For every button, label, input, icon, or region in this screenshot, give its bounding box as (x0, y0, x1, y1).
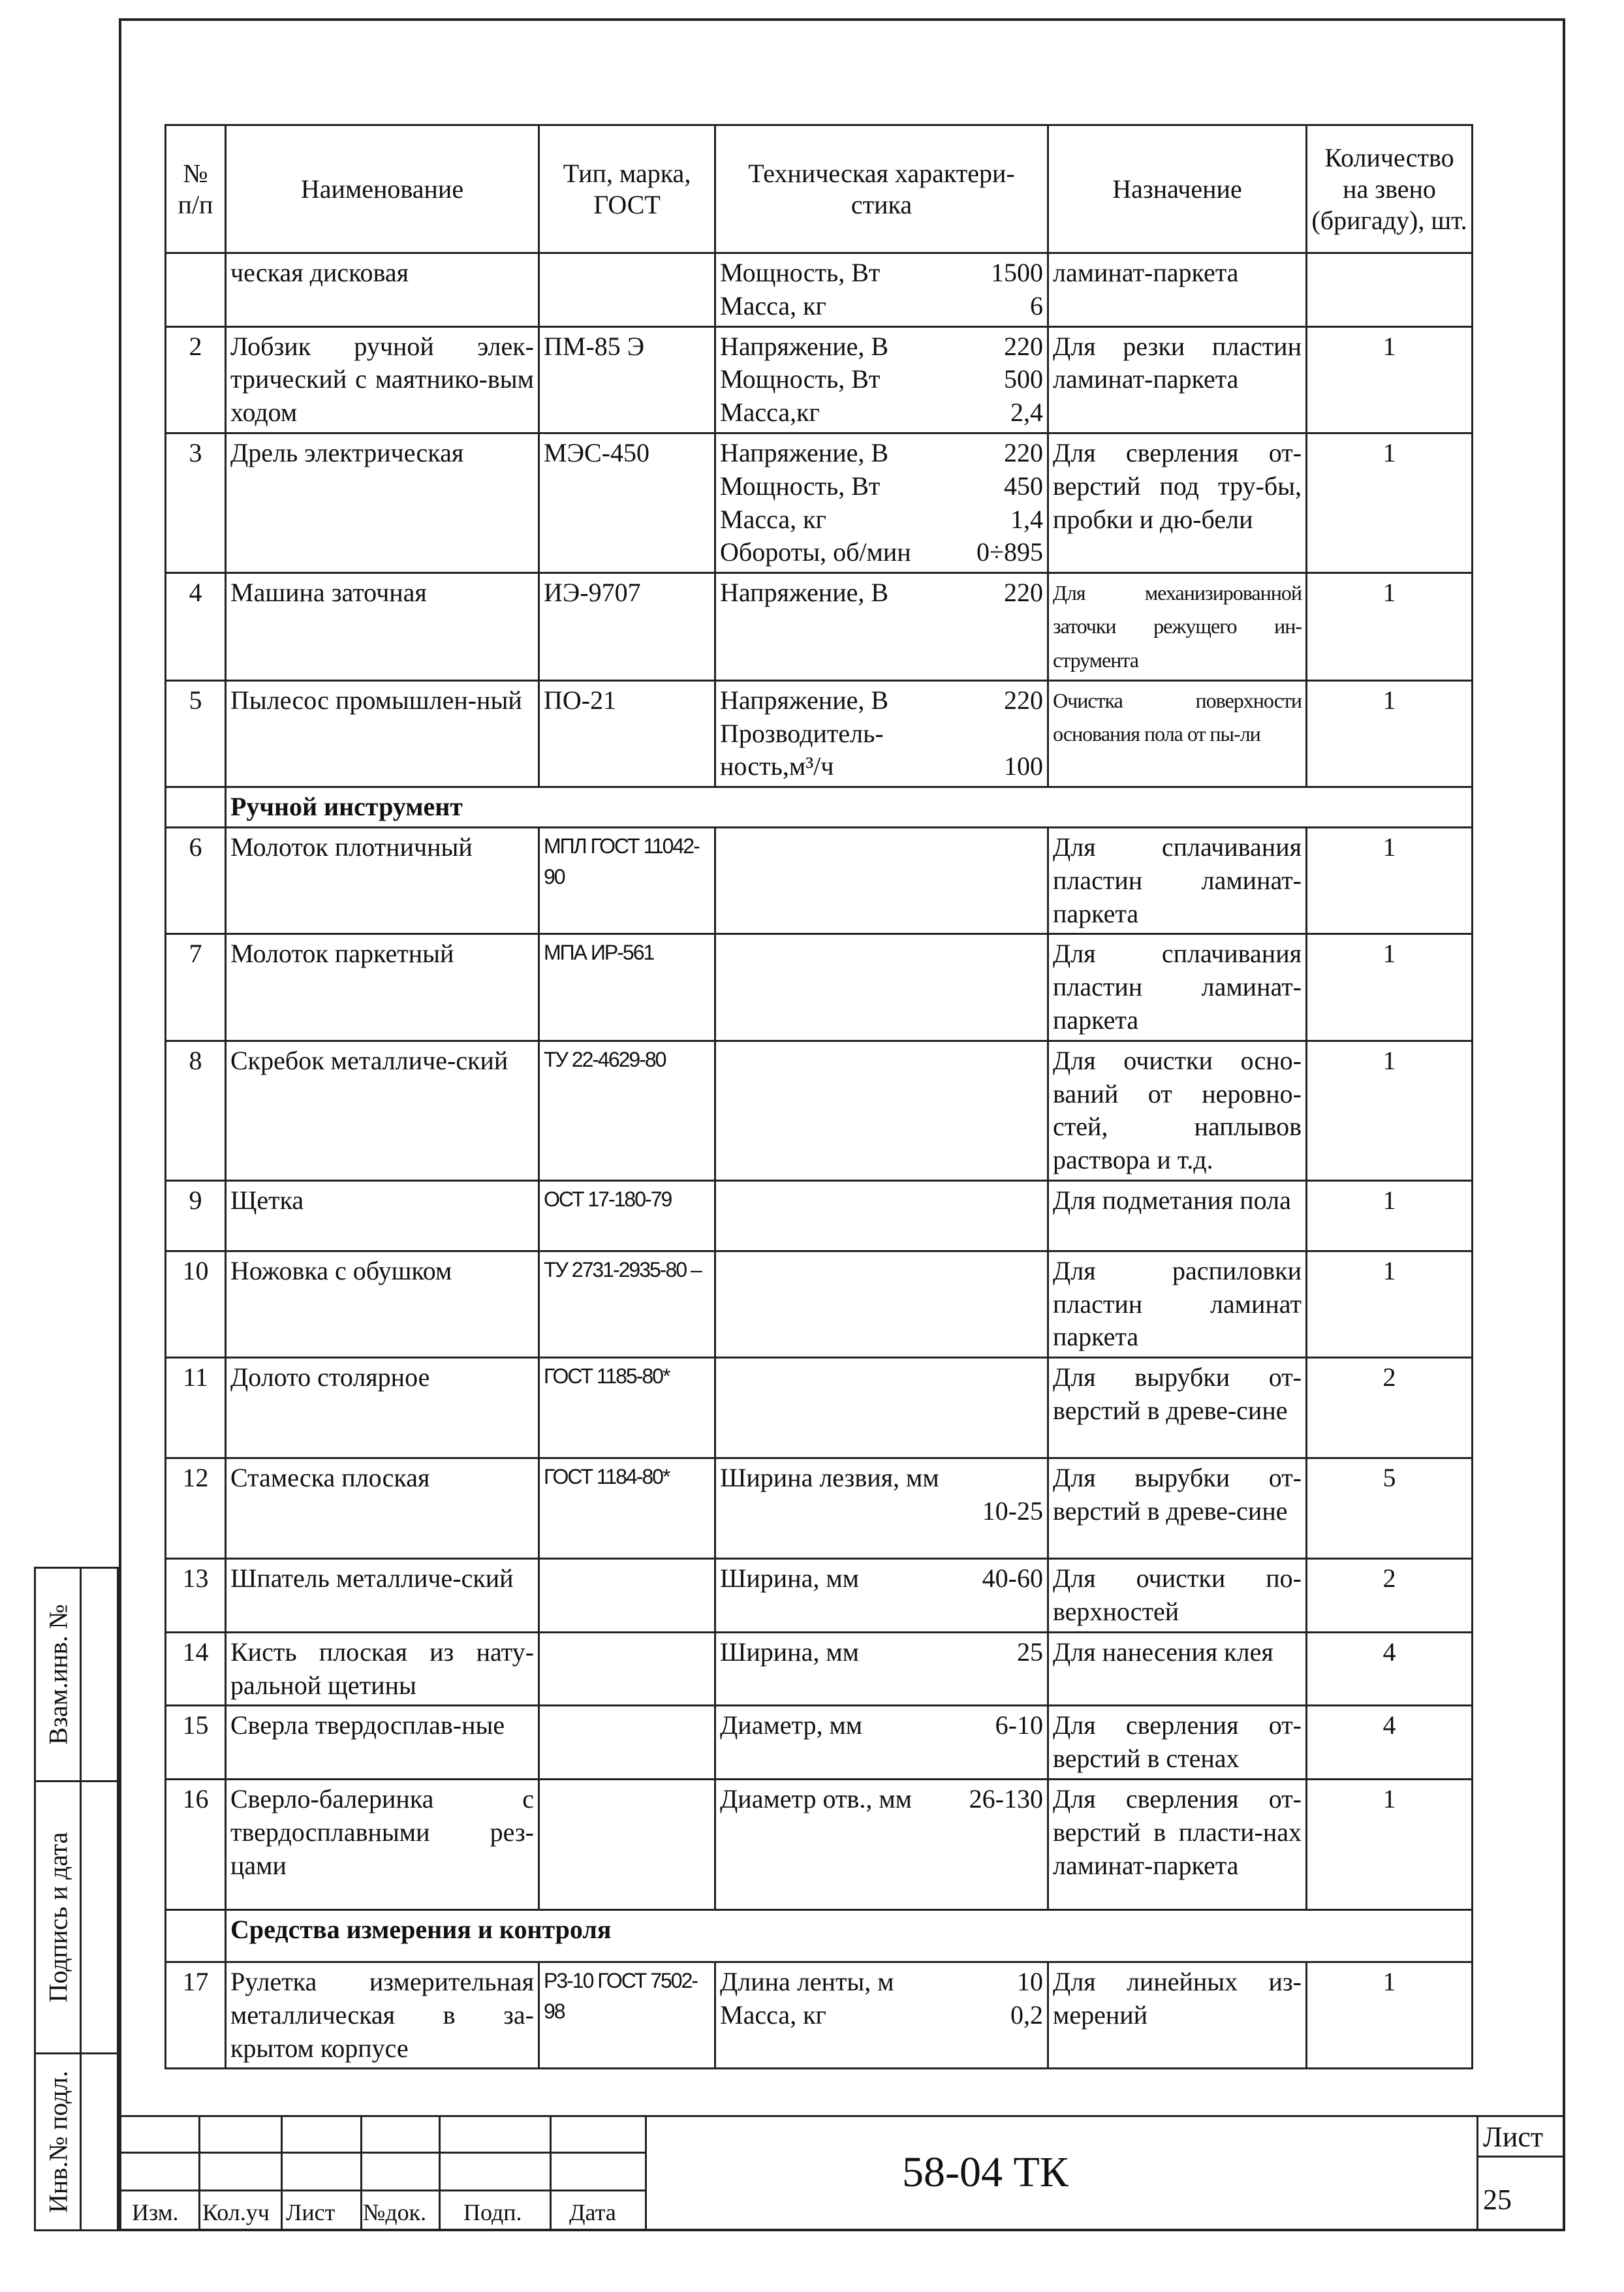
table-row (166, 1180, 1473, 1251)
row-mark: МЭС-450 (539, 433, 715, 573)
table-row (166, 1358, 1473, 1458)
table-row (166, 253, 1473, 327)
row-name: Долото столярное (226, 1358, 539, 1458)
spec-line (720, 1462, 1043, 1495)
row-qty: 1 (1307, 827, 1473, 934)
spec-param: Мощность, Вт (720, 471, 881, 501)
row-mark (539, 1780, 715, 1910)
row-spec (715, 1251, 1048, 1357)
row-mark: ПО-21 (539, 680, 715, 787)
spec-param: Ширина, мм (720, 1563, 859, 1593)
table-row (166, 1458, 1473, 1559)
spec-value: 0÷895 (976, 537, 1043, 567)
spec-value: 1500 (991, 258, 1043, 287)
table-row (166, 1632, 1473, 1706)
stamp-kol: Кол.уч (202, 2199, 270, 2225)
spec-param: Напряжение, В (720, 578, 889, 608)
row-num: 10 (166, 1251, 226, 1357)
row-name: Сверла твердосплав-ные (226, 1706, 539, 1780)
row-purpose: Для сверления от-верстий в стенах (1048, 1706, 1307, 1780)
row-spec (715, 1559, 1048, 1633)
row-num: 3 (166, 433, 226, 573)
row-purpose: Для вырубки от-верстий в древе-сине (1048, 1358, 1307, 1458)
spec-param: Ширина лезвия, мм (720, 1463, 939, 1493)
spec-line (720, 750, 1043, 783)
table-row (166, 433, 1473, 573)
row-name: Кисть плоская из нату-ральной щетины (226, 1632, 539, 1706)
table-row (166, 1780, 1473, 1910)
row-num: 2 (166, 326, 226, 433)
table-row (166, 1706, 1473, 1780)
row-purpose: Для очистки по-верхностей (1048, 1559, 1307, 1633)
spec-value: 6-10 (995, 1710, 1043, 1740)
row-mark: МПА ИР-561 (539, 934, 715, 1041)
row-qty: 1 (1307, 680, 1473, 787)
spec-param: Диаметр, мм (720, 1710, 863, 1740)
row-num: 5 (166, 680, 226, 787)
table-row (166, 934, 1473, 1041)
spec-param: Прозводитель- (720, 718, 884, 748)
spec-line (720, 684, 1043, 717)
row-num (166, 253, 226, 327)
table-row (166, 573, 1473, 681)
spec-value: 1,4 (1010, 504, 1043, 534)
row-name: Молоток плотничный (226, 827, 539, 934)
row-spec (715, 827, 1048, 934)
row-spec (715, 1706, 1048, 1780)
row-purpose: ламинат-паркета (1048, 253, 1307, 327)
table-row (166, 326, 1473, 433)
row-purpose: Очистка поверхности основания пола от пы-ли (1048, 680, 1307, 787)
spec-value: 220 (1004, 437, 1043, 467)
row-spec (715, 1962, 1048, 2069)
row-num: 4 (166, 573, 226, 681)
spec-line (720, 503, 1043, 537)
row-qty: 4 (1307, 1632, 1473, 1706)
row-qty: 1 (1307, 1251, 1473, 1357)
table-header-row (166, 125, 1473, 253)
row-spec (715, 1458, 1048, 1559)
row-spec (715, 680, 1048, 787)
row-mark: ИЭ-9707 (539, 573, 715, 681)
row-qty: 1 (1307, 934, 1473, 1041)
side-zam-inv (34, 1567, 119, 1782)
spec-param: Мощность, Вт (720, 364, 881, 394)
spec-param: Длина ленты, м (720, 1967, 894, 1997)
row-purpose: Для вырубки от-верстий в древе-сине (1048, 1458, 1307, 1559)
row-purpose: Для сверления от-верстий в пласти-нах ламинат-паркета (1048, 1780, 1307, 1910)
row-qty: 4 (1307, 1706, 1473, 1780)
section-num-cell (166, 787, 226, 828)
spec-line (720, 257, 1043, 290)
row-name: Ножовка с обушком (226, 1251, 539, 1357)
row-mark: ГОСТ 1185-80* (539, 1358, 715, 1458)
side-signature-date (34, 1780, 119, 2054)
row-purpose: Для сплачивания пластин ламинат-паркета (1048, 934, 1307, 1041)
row-num: 14 (166, 1632, 226, 1706)
row-qty: 5 (1307, 1458, 1473, 1559)
document-code: 58-04 ТК (902, 2148, 1069, 2196)
spec-line (720, 396, 1043, 430)
header-mark: Тип, марка, ГОСТ (539, 125, 715, 253)
row-num: 16 (166, 1780, 226, 1910)
row-mark (539, 1559, 715, 1633)
spec-value: 100 (1004, 751, 1043, 781)
side-zam-label: Взам.инв. № (43, 1604, 72, 1745)
table-row (166, 1041, 1473, 1180)
row-qty: 1 (1307, 433, 1473, 573)
spec-line (720, 470, 1043, 503)
table-row (166, 827, 1473, 934)
section-measuring-tools (166, 1910, 1473, 1962)
row-name: Скребок металличе-ский (226, 1041, 539, 1180)
spec-value: 220 (1004, 331, 1043, 361)
side-inv-label: Инв.№ подл. (43, 2071, 72, 2213)
row-spec (715, 1041, 1048, 1180)
row-num: 15 (166, 1706, 226, 1780)
equipment-table (164, 124, 1473, 2069)
row-mark: ОСТ 17-180-79 (539, 1180, 715, 1251)
spec-line (720, 536, 1043, 569)
spec-param: Масса, кг (720, 504, 826, 534)
spec-param: Масса,кг (720, 398, 820, 428)
stamp-podp: Подп. (463, 2199, 522, 2225)
row-qty: 2 (1307, 1559, 1473, 1633)
spec-line (720, 1999, 1043, 2032)
row-spec (715, 1780, 1048, 1910)
spec-param: ность,м³/ч (720, 751, 834, 781)
spec-value: 6 (1030, 290, 1043, 321)
spec-line (720, 363, 1043, 396)
spec-param: Обороты, об/мин (720, 537, 911, 567)
row-spec (715, 253, 1048, 327)
row-name: Дрель электрическая (226, 433, 539, 573)
spec-param: Напряжение, В (720, 331, 889, 361)
row-purpose: Для сверления от-верстий под тру-бы, пробки и дю-бели (1048, 433, 1307, 573)
table-row (166, 1962, 1473, 2069)
spec-line (720, 1562, 1043, 1595)
side-inv-original (34, 2052, 119, 2231)
row-purpose: Для резки пластин ламинат-паркета (1048, 326, 1307, 433)
spec-line (720, 330, 1043, 364)
header-purpose: Назначение (1048, 125, 1307, 253)
row-mark (539, 1632, 715, 1706)
stamp-list: Лист (286, 2199, 336, 2225)
spec-value: 26-130 (969, 1784, 1043, 1814)
row-spec (715, 1358, 1048, 1458)
table-row (166, 1559, 1473, 1633)
stamp-data: Дата (569, 2199, 616, 2225)
row-name: Лобзик ручной элек-трический с маятнико-вым ходом (226, 326, 539, 433)
header-num: № п/п (166, 125, 226, 253)
spec-value: 25 (1017, 1637, 1043, 1667)
spec-value: 450 (1004, 471, 1043, 501)
row-name: Стамеска плоская (226, 1458, 539, 1559)
spec-line (720, 1966, 1043, 1999)
row-qty: 1 (1307, 1180, 1473, 1251)
table-row (166, 1251, 1473, 1357)
row-spec (715, 934, 1048, 1041)
spec-line (720, 1636, 1043, 1669)
spec-line (720, 1709, 1043, 1742)
side-podpis-label: Подпись и дата (43, 1832, 72, 2003)
row-qty: 2 (1307, 1358, 1473, 1458)
row-num: 11 (166, 1358, 226, 1458)
row-purpose: Для механизированной заточки режущего ин-струмента (1048, 573, 1307, 681)
row-purpose: Для очистки осно-ваний от неровно-стей, наплывов раствора и т.д. (1048, 1041, 1307, 1180)
spec-value: 10-25 (982, 1496, 1043, 1526)
row-qty: 1 (1307, 1780, 1473, 1910)
section-title: Средства измерения и контроля (226, 1910, 1473, 1962)
row-spec (715, 433, 1048, 573)
spec-value: 40-60 (982, 1563, 1043, 1593)
row-mark: ТУ 2731-2935-80 – (539, 1251, 715, 1357)
spec-value: 220 (1004, 685, 1043, 715)
row-qty: 1 (1307, 573, 1473, 681)
row-num: 17 (166, 1962, 226, 2069)
stamp-ndok: №док. (363, 2199, 427, 2225)
row-mark: ГОСТ 1184-80* (539, 1458, 715, 1559)
row-name: ческая дисковая (226, 253, 539, 327)
row-name: Рулетка измерительная металлическая в за-крытом корпусе (226, 1962, 539, 2069)
row-name: Шпатель металличе-ский (226, 1559, 539, 1633)
spec-param: Напряжение, В (720, 685, 889, 715)
row-num: 9 (166, 1180, 226, 1251)
row-name: Сверло-балеринка с твердосплавными рез-цами (226, 1780, 539, 1910)
section-hand-tools (166, 787, 1473, 828)
row-num: 12 (166, 1458, 226, 1559)
row-num: 8 (166, 1041, 226, 1180)
spec-param: Ширина, мм (720, 1637, 859, 1667)
header-name: Наименование (226, 125, 539, 253)
spec-line (720, 1783, 1043, 1816)
section-num-cell (166, 1910, 226, 1962)
row-num: 13 (166, 1559, 226, 1633)
row-qty: 1 (1307, 326, 1473, 433)
spec-value: 220 (1004, 578, 1043, 608)
spec-param: Масса, кг (720, 2000, 826, 2030)
row-qty: 1 (1307, 1962, 1473, 2069)
spec-line (720, 290, 1043, 323)
sheet-number: 25 (1483, 2184, 1512, 2216)
row-name: Пылесос промышлен-ный (226, 680, 539, 787)
spec-value: 500 (1004, 364, 1043, 394)
row-purpose: Для подметания пола (1048, 1180, 1307, 1251)
spec-param: Диаметр отв., мм (720, 1784, 912, 1814)
spec-param: Масса, кг (720, 290, 826, 321)
row-mark: МПЛ ГОСТ 11042-90 (539, 827, 715, 934)
spec-value: 0,2 (1010, 2000, 1043, 2030)
spec-param: Напряжение, В (720, 437, 889, 467)
spec-line (720, 1495, 1043, 1528)
header-qty: Количество на звено (бригаду), шт. (1307, 125, 1473, 253)
header-spec: Техническая характери-стика (715, 125, 1048, 253)
row-name: Машина заточная (226, 573, 539, 681)
spec-line (720, 717, 1043, 751)
row-purpose: Для линейных из-мерений (1048, 1962, 1307, 2069)
row-mark (539, 253, 715, 327)
spec-value: 10 (1017, 1967, 1043, 1997)
row-spec (715, 573, 1048, 681)
spec-param: Мощность, Вт (720, 258, 881, 287)
row-qty (1307, 253, 1473, 327)
row-spec (715, 1180, 1048, 1251)
spec-line (720, 437, 1043, 470)
row-purpose: Для распиловки пластин ламинат паркета (1048, 1251, 1307, 1357)
title-block (119, 2115, 1565, 2231)
row-spec (715, 326, 1048, 433)
row-purpose: Для сплачивания пластин ламинат-паркета (1048, 827, 1307, 934)
row-mark: ТУ 22-4629-80 (539, 1041, 715, 1180)
row-name: Щетка (226, 1180, 539, 1251)
row-qty: 1 (1307, 1041, 1473, 1180)
spec-value: 2,4 (1010, 398, 1043, 428)
table-row (166, 680, 1473, 787)
row-num: 6 (166, 827, 226, 934)
row-spec (715, 1632, 1048, 1706)
row-mark: ПМ-85 Э (539, 326, 715, 433)
row-num: 7 (166, 934, 226, 1041)
section-title: Ручной инструмент (226, 787, 1473, 828)
row-mark (539, 1706, 715, 1780)
row-purpose: Для нанесения клея (1048, 1632, 1307, 1706)
spec-line (720, 576, 1043, 610)
row-mark: Р3-10 ГОСТ 7502-98 (539, 1962, 715, 2069)
row-name: Молоток паркетный (226, 934, 539, 1041)
sheet-label: Лист (1483, 2121, 1544, 2153)
stamp-izm: Изм. (132, 2199, 179, 2225)
